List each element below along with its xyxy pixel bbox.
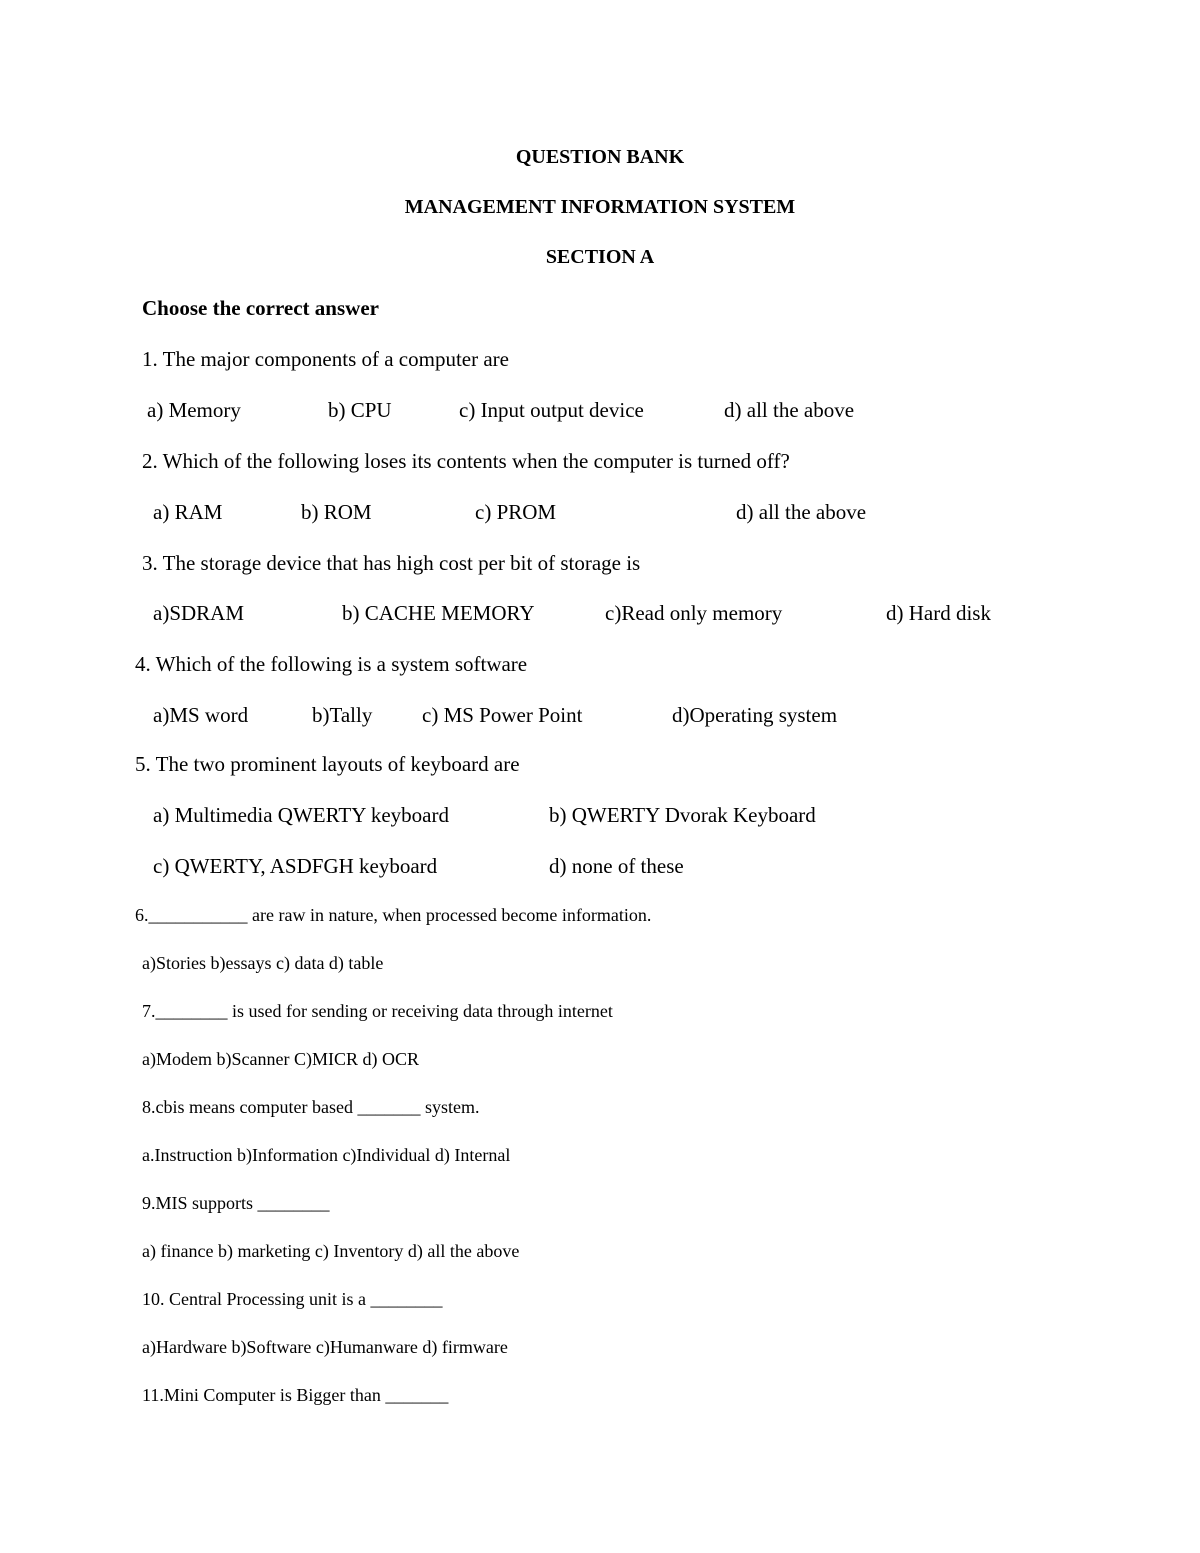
- question-5: 5. The two prominent layouts of keyboard are: [135, 752, 520, 776]
- q5-option-b: b) QWERTY Dvorak Keyboard: [549, 803, 816, 827]
- q9-options: a) finance b) marketing c) Inventory d) all the above: [142, 1241, 520, 1261]
- question-11: 11.Mini Computer is Bigger than _______: [142, 1385, 449, 1405]
- question-4: 4. Which of the following is a system software: [135, 652, 528, 676]
- q1-option-a: a) Memory: [147, 398, 241, 422]
- q10-options: a)Hardware b)Software c)Humanware d) firmware: [142, 1337, 508, 1357]
- q3-option-a: a)SDRAM: [153, 601, 245, 625]
- q5-option-d: d) none of these: [549, 854, 684, 878]
- question-8: 8.cbis means computer based _______ system.: [142, 1097, 480, 1117]
- q2-option-c: c) PROM: [475, 500, 557, 524]
- section-title: SECTION A: [545, 246, 655, 268]
- question-1: 1. The major components of a computer are: [142, 347, 509, 371]
- q2-option-d: d) all the above: [736, 500, 867, 524]
- q4-option-a: a)MS word: [153, 703, 249, 727]
- question-7: 7.________ is used for sending or receiving data through internet: [142, 1001, 613, 1021]
- q6-options: a)Stories b)essays c) data d) table: [142, 953, 384, 973]
- q8-options: a.Instruction b)Information c)Individual d) Internal: [142, 1145, 511, 1165]
- question-9: 9.MIS supports ________: [142, 1193, 330, 1213]
- subject-title: MANAGEMENT INFORMATION SYSTEM: [404, 196, 796, 218]
- q5-option-a: a) Multimedia QWERTY keyboard: [153, 803, 449, 827]
- q5-option-c: c) QWERTY, ASDFGH keyboard: [153, 854, 438, 878]
- document-title: QUESTION BANK: [515, 146, 685, 168]
- q3-option-b: b) CACHE MEMORY: [342, 601, 535, 625]
- question-6: 6.___________ are raw in nature, when processed become information.: [135, 905, 652, 925]
- q1-option-b: b) CPU: [328, 398, 392, 422]
- q2-option-a: a) RAM: [153, 500, 223, 524]
- question-3: 3. The storage device that has high cost per bit of storage is: [142, 551, 641, 575]
- q2-option-b: b) ROM: [301, 500, 372, 524]
- q4-option-b: b)Tally: [312, 703, 373, 727]
- instruction: Choose the correct answer: [142, 296, 379, 320]
- q3-option-d: d) Hard disk: [886, 601, 991, 625]
- question-2: 2. Which of the following loses its contents when the computer is turned off?: [142, 449, 790, 473]
- q4-option-c: c) MS Power Point: [422, 703, 583, 727]
- q4-option-d: d)Operating system: [672, 703, 838, 727]
- q3-option-c: c)Read only memory: [605, 601, 783, 625]
- question-10: 10. Central Processing unit is a ________: [142, 1289, 443, 1309]
- q1-option-d: d) all the above: [724, 398, 855, 422]
- q1-option-c: c) Input output device: [459, 398, 644, 422]
- q7-options: a)Modem b)Scanner C)MICR d) OCR: [142, 1049, 419, 1069]
